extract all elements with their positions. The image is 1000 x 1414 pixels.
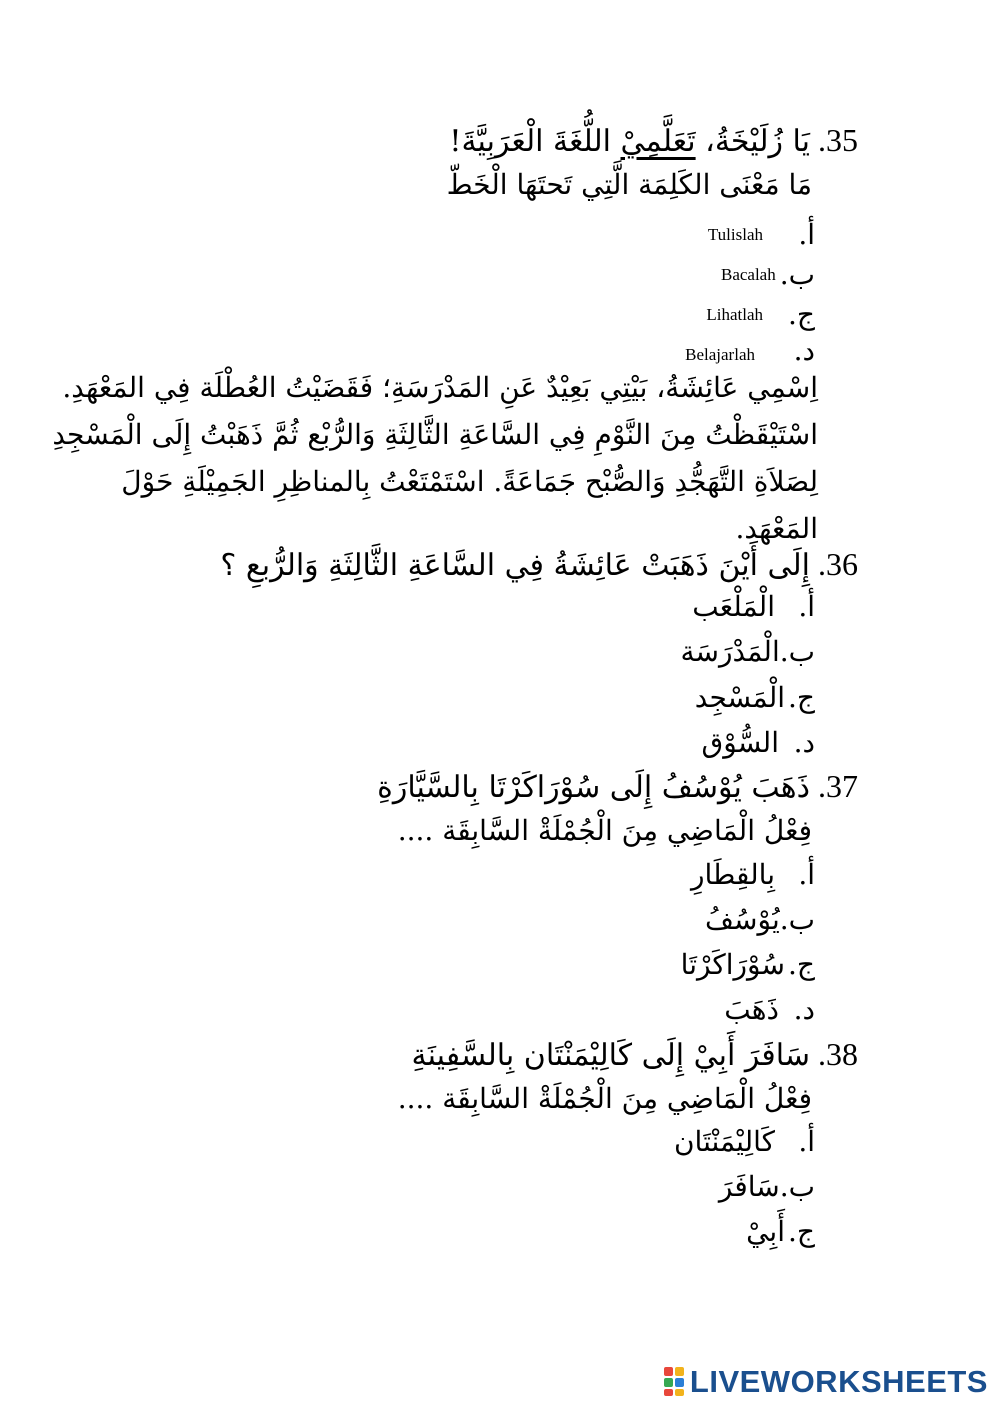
question-number: 36. bbox=[818, 546, 858, 582]
option-letter: د. bbox=[793, 726, 815, 759]
option-text: ذَهَبَ bbox=[724, 993, 779, 1026]
passage-line: لِصَلاَةِ التَّهَجُّدِ وَالصُّبْح جَمَاعَةً. اسْتَمْتَعْتُ بِالمناظِرِ الجَمِيْلَةِ حَوْلَ bbox=[121, 465, 818, 498]
question-36-text: إِلَى أَيْنَ ذَهَبَتْ عَائِشَةُ فِي السَّاعَةِ الثَّالِثَةِ وَالرُّبعِ ؟ bbox=[220, 548, 810, 583]
question-number: 38. bbox=[818, 1036, 858, 1072]
option-text: بِالقِطَارِ bbox=[690, 858, 775, 891]
option-letter: ب. bbox=[779, 258, 815, 291]
q35-option-c[interactable] bbox=[706, 298, 815, 331]
option-text: Lihatlah bbox=[706, 304, 763, 324]
option-letter: أ. bbox=[798, 858, 815, 891]
option-letter: د. bbox=[793, 993, 815, 1026]
question-number: 37. bbox=[818, 768, 858, 804]
option-text: Tulislah bbox=[707, 224, 763, 244]
q38-option-a[interactable] bbox=[674, 1125, 815, 1158]
q37-option-a[interactable] bbox=[691, 858, 815, 891]
question-35-underlined-word: تَعَلَّمِيْ bbox=[620, 124, 696, 159]
question-37-header bbox=[377, 768, 858, 805]
question-38-prompt: فِعْلُ الْمَاضِي مِنَ الْجُمْلَةْ السَّابِقَة .... bbox=[397, 1082, 812, 1115]
option-text: الْمَدْرَسَة bbox=[680, 635, 780, 668]
option-letter: ب. bbox=[779, 1170, 815, 1203]
option-text: السُّوْق bbox=[701, 726, 779, 759]
option-text: Bacalah bbox=[720, 264, 776, 284]
liveworksheets-logo-icon bbox=[664, 1367, 686, 1397]
option-text: كَالِيْمَنْتَان bbox=[673, 1125, 775, 1158]
q37-option-b[interactable] bbox=[705, 903, 815, 936]
question-35-header bbox=[449, 122, 858, 159]
option-text: Belajarlah bbox=[685, 344, 755, 364]
passage-line: اِسْمِي عَائِشَةُ، بَيْتِي بَعِيْدٌ عَنِ المَدْرَسَةِ؛ فَقَضَيْتُ العُطْلَة فِي المَعْهَدِ. bbox=[62, 371, 818, 404]
q35-option-d[interactable] bbox=[685, 334, 815, 367]
option-letter: ج. bbox=[788, 681, 815, 714]
q37-option-c[interactable] bbox=[681, 948, 815, 981]
option-letter: ج. bbox=[788, 948, 815, 981]
q36-option-c[interactable] bbox=[695, 681, 815, 714]
question-36-header bbox=[220, 546, 858, 583]
q37-option-d[interactable] bbox=[724, 993, 815, 1026]
question-38-text: سَافَرَ أَبِيْ إِلَى كَالِيْمَنْتَان بِالسَّفِينَةِ bbox=[411, 1038, 810, 1073]
option-letter: ج. bbox=[788, 1215, 815, 1248]
question-38-header bbox=[412, 1036, 858, 1073]
q35-option-b[interactable] bbox=[721, 258, 815, 291]
option-text: يُوْسُفُ bbox=[705, 903, 780, 936]
option-letter: ج. bbox=[788, 298, 815, 331]
question-37-prompt: فِعْلُ الْمَاضِي مِنَ الْجُمْلَةْ السَّابِقَة .... bbox=[397, 814, 812, 847]
option-text: سُوْرَاكَرْتَا bbox=[680, 948, 785, 981]
option-letter: ب. bbox=[779, 903, 815, 936]
option-text: سَافَرَ bbox=[718, 1170, 780, 1203]
question-37-text: ذَهَبَ يُوْسُفُ إِلَى سُوْرَاكَرْتَا بِالسَّيَّارَةِ bbox=[377, 770, 810, 805]
question-35-prompt: مَا مَعْنَى الكَلِمَة الَّتِي تَحتَهَا الْخَطّ bbox=[446, 168, 812, 201]
q35-option-a[interactable] bbox=[708, 218, 815, 251]
option-text: الْمَسْجِد bbox=[694, 681, 785, 714]
q36-option-b[interactable] bbox=[681, 635, 815, 668]
option-letter: أ. bbox=[798, 590, 815, 623]
q36-option-a[interactable] bbox=[692, 590, 815, 623]
q38-option-b[interactable] bbox=[719, 1170, 815, 1203]
option-letter: ب. bbox=[779, 635, 815, 668]
reading-passage bbox=[52, 364, 818, 552]
liveworksheets-logo[interactable] bbox=[664, 1364, 988, 1400]
option-letter: أ. bbox=[798, 218, 815, 251]
option-letter: د. bbox=[793, 334, 815, 367]
question-35-suffix: اللُّغَةَ الْعَرَبِيَّةَ! bbox=[449, 124, 611, 159]
question-number: 35. bbox=[818, 122, 858, 158]
option-letter: أ. bbox=[798, 1125, 815, 1158]
option-text: الْمَلْعَب bbox=[692, 590, 775, 623]
liveworksheets-wordmark: LIVEWORKSHEETS bbox=[689, 1364, 988, 1399]
q38-option-c[interactable] bbox=[746, 1215, 815, 1248]
question-35-prefix: يَا زُلَيْخَةُ، bbox=[705, 124, 810, 159]
passage-line: المَعْهَد. bbox=[735, 512, 818, 545]
q36-option-d[interactable] bbox=[702, 726, 815, 759]
option-text: أَبِيْ bbox=[746, 1215, 785, 1248]
passage-line: اسْتَيْقَظْتُ مِنَ النَّوْمِ فِي السَّاعَةِ الثَّالِثَةِ وَالرُّبْع ثُمَّ ذَهَبْتُ إِلَى الْمَسْجِدِ bbox=[52, 418, 818, 451]
